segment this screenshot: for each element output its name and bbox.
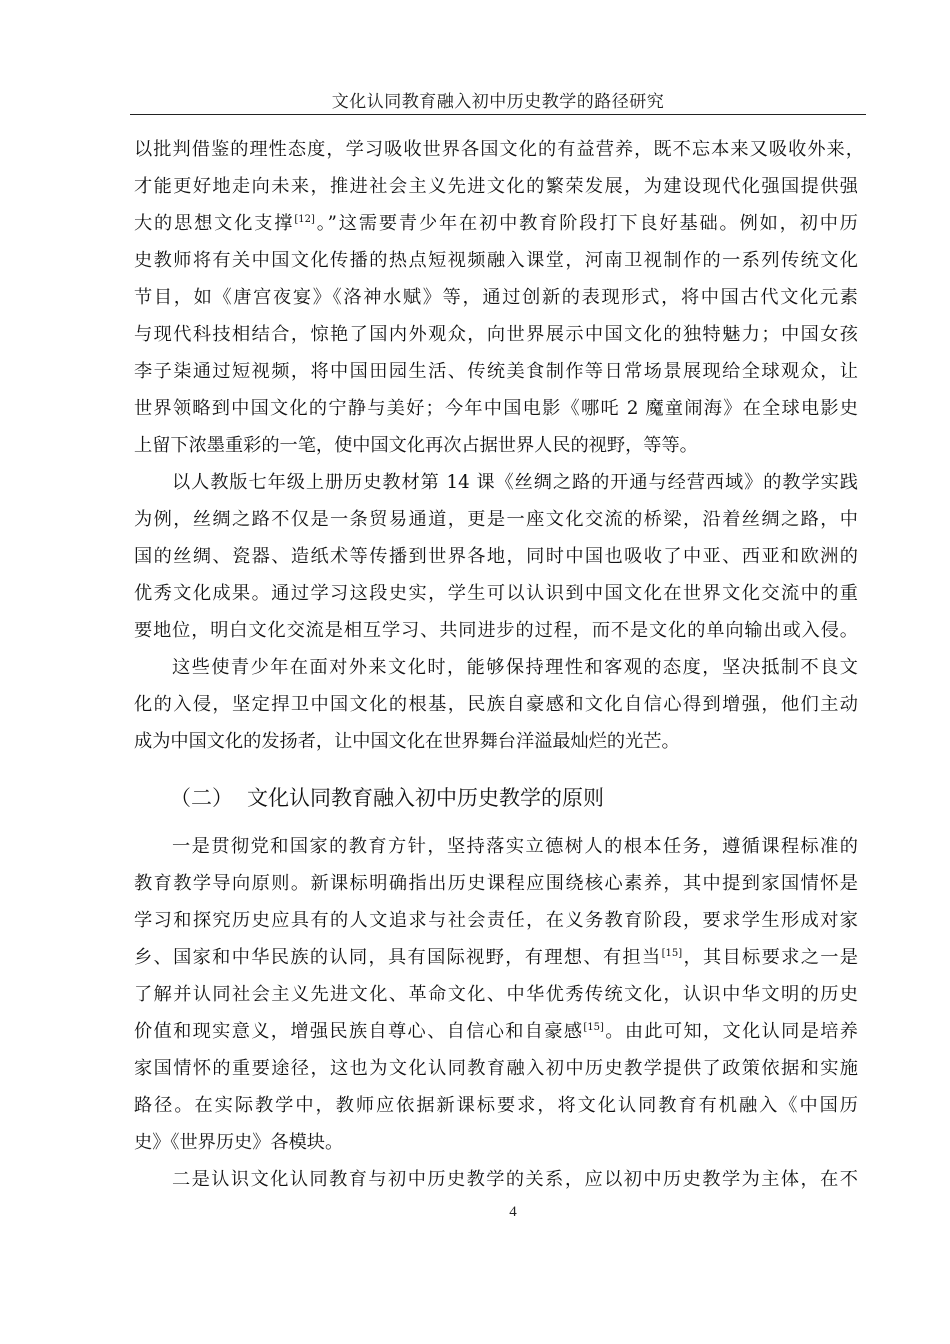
body-line: 为例，丝绸之路不仅是一条贸易通道，更是一座文化交流的桥梁，沿着丝绸之路，中 — [134, 509, 858, 530]
body-line: 了解并认同社会主义先进文化、革命文化、中华优秀传统文化，认识中华文明的历史 — [134, 984, 858, 1005]
section-heading — [170, 784, 604, 812]
body-line: 这些使青少年在面对外来文化时，能够保持理性和客观的态度，坚决抵制不良文 — [172, 657, 858, 678]
running-header-title: 文化认同教育融入初中历史教学的路径研究 — [331, 92, 665, 112]
body-line: 路径。在实际教学中，教师应依据新课标要求，将文化认同教育有机融入《中国历 — [134, 1095, 858, 1116]
body-line-text: ，其目标要求之一是 — [682, 947, 858, 968]
section-heading-number: （二） — [170, 786, 233, 810]
body-line-text: 。由此可知，文化认同是培养 — [603, 1021, 858, 1042]
body-line: 李子柒通过短视频，将中国田园生活、传统美食制作等日常场景展现给全球观众，让 — [134, 361, 858, 382]
body-line: 要地位，明白文化交流是相互学习、共同进步的过程，而不是文化的单向输出或入侵。 — [134, 620, 858, 641]
body-line: 一是贯彻党和国家的教育方针，坚持落实立德树人的根本任务，遵循课程标准的 — [172, 836, 858, 857]
body-line: 二是认识文化认同教育与初中历史教学的关系，应以初中历史教学为主体，在不 — [172, 1169, 858, 1190]
body-line: 以批判借鉴的理性态度，学习吸收世界各国文化的有益营养，既不忘本来又吸收外来， — [134, 139, 864, 160]
citation-ref: [15] — [661, 948, 683, 959]
body-line-text: 。”这需要青少年在初中教育阶段打下良好基础。例如，初中历 — [314, 213, 858, 234]
body-line: 史教师将有关中国文化传播的热点短视频融入课堂，河南卫视制作的一系列传统文化 — [134, 250, 858, 271]
body-line: 学习和探究历史应具有的人文追求与社会责任，在义务教育阶段，要求学生形成对家 — [134, 910, 858, 931]
body-line: 以人教版七年级上册历史教材第 14 课《丝绸之路的开通与经营西域》的教学实践 — [172, 472, 858, 493]
body-line-text: 乡、国家和中华民族的认同，具有国际视野，有理想、有担当 — [134, 947, 662, 968]
body-line-text: 大的思想文化支撑 — [134, 213, 295, 234]
body-line: 教育教学导向原则。新课标明确指出历史课程应围绕核心素养，其中提到家国情怀是 — [134, 873, 858, 894]
body-line: 节目，如《唐宫夜宴》《洛神水赋》等，通过创新的表现形式，将中国古代文化元素 — [134, 287, 858, 308]
citation-ref: [15] — [583, 1022, 604, 1033]
body-line: 与现代科技相结合，惊艳了国内外观众，向世界展示中国文化的独特魅力；中国女孩 — [134, 324, 858, 345]
body-line: 化的入侵，坚定捍卫中国文化的根基，民族自豪感和文化自信心得到增强，他们主动 — [134, 694, 858, 715]
citation-ref: [12] — [294, 214, 315, 225]
header-rule — [130, 114, 866, 115]
body-line: 上留下浓墨重彩的一笔，使中国文化再次占据世界人民的视野，等等。 — [134, 435, 698, 456]
body-line: 家国情怀的重要途径，这也为文化认同教育融入初中历史教学提供了政策依据和实施 — [134, 1058, 858, 1079]
body-line: 才能更好地走向未来，推进社会主义先进文化的繁荣发展，为建设现代化强国提供强 — [134, 176, 858, 197]
body-line: 国的丝绸、瓷器、造纸术等传播到世界各地，同时中国也吸收了中亚、西亚和欧洲的 — [134, 546, 858, 567]
body-line: 世界领略到中国文化的宁静与美好；今年中国电影《哪吒 2 魔童闹海》在全球电影史 — [134, 398, 858, 419]
body-line — [134, 946, 858, 970]
body-line: 成为中国文化的发扬者，让中国文化在世界舞台洋溢最灿烂的光芒。 — [134, 731, 680, 752]
body-line: 史》《世界历史》各模块。 — [134, 1132, 344, 1153]
body-line — [134, 1020, 858, 1044]
page-number: 4 — [509, 1204, 517, 1220]
body-line-text: 价值和现实意义，增强民族自尊心、自信心和自豪感 — [134, 1021, 584, 1042]
section-heading-title: 文化认同教育融入初中历史教学的原则 — [247, 786, 604, 810]
body-line: 优秀文化成果。通过学习这段史实，学生可以认识到中国文化在世界文化交流中的重 — [134, 583, 858, 604]
body-line — [134, 212, 858, 236]
